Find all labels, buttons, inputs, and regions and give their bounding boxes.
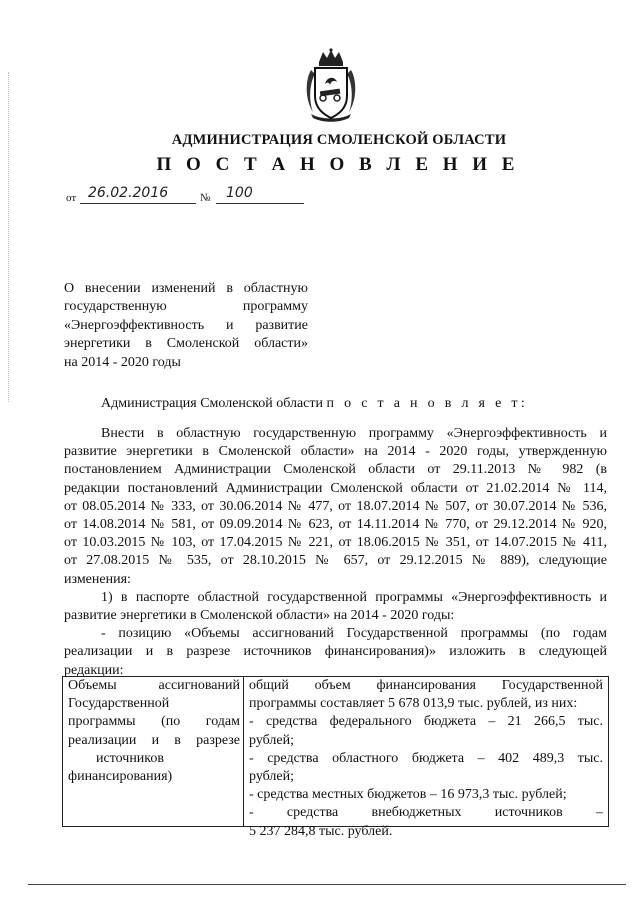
document-body [64,425,607,680]
date-value: 26.02.2016 [88,185,169,201]
body-line: реализации и в разрезе источников финансирования)» изложить в следующей [64,644,607,660]
table-value-line: - средства внебюджетных источников – [249,805,603,821]
table-value-line: - средства областного бюджета – 402 489,3 тыс. [249,750,603,766]
table-label-line: Государственной [68,696,170,712]
scan-margin-mark [8,72,11,402]
body-line: развитие энергетики в Смоленской области» на 2014 - 2020 годы, утвержденную [64,444,607,460]
table-value-line: рублей; [249,769,294,785]
number-value: 100 [226,185,253,201]
number-prefix: № [200,192,211,204]
body-line: Внести в областную государственную программу «Энергоэффективность и [101,426,607,441]
body-line: редакции постановлений Администрации Смоленской области от 21.02.2014 № 114, [64,480,607,496]
table-label-line: программы (по годам [68,714,240,730]
body-line: - позицию «Объемы ассигнований Государственной программы (по годам [101,626,607,642]
body-line: 1) в паспорте областной государственной программы «Энергоэффективность и [101,589,607,605]
organization-title: АДМИНИСТРАЦИЯ СМОЛЕНСКОЙ ОБЛАСТИ [171,132,507,148]
funding-table-value-cell [244,677,608,839]
date-prefix: от [66,192,77,204]
decree-statement [101,396,528,412]
page-bottom-rule [28,884,626,885]
subject-line: на 2014 - 2020 годы [64,354,181,370]
funding-table-label-cell [63,677,244,826]
table-label-line: источников [96,750,165,766]
body-line: от 10.03.2015 № 103, от 17.04.2015 № 221, от 18.06.2015 № 351, от 14.07.2015 № 411, [64,535,607,551]
table-value-line: - средства федерального бюджета – 21 266,5 тыс. [249,714,603,730]
date-underline [80,203,196,204]
table-value-line: рублей; [249,732,294,748]
decree-subject: Администрация Смоленской области [101,396,324,411]
subject-line: энергетики в Смоленской области» [64,336,308,352]
body-line: редакции: [64,662,124,678]
body-line: от 08.05.2014 № 333, от 30.06.2014 № 477, от 18.07.2014 № 507, от 30.07.2014 № 536, [64,498,607,514]
funding-table [62,676,609,839]
decree-verb: п о с т а н о в л я е т: [326,396,529,411]
subject-line: О внесении изменений в областную [64,281,308,296]
body-line: постановлением Администрации Смоленской области от 29.11.2013 № 982 (в [64,462,607,478]
table-value-line: программы составляет 5 678 013,9 тыс. рублей, из них: [249,696,578,712]
body-line: развитие энергетики в Смоленской области» на 2014 - 2020 годы: [64,608,455,624]
coat-of-arms-icon [301,48,361,122]
table-label-line: реализации и в разрезе [68,732,240,748]
table-value-line: 5 237 284,8 тыс. рублей. [249,823,393,839]
document-type-title: П О С Т А Н О В Л Е Н И Е [156,154,520,175]
table-label-line: финансирования) [68,769,173,785]
body-line: от 27.08.2015 № 535, от 28.10.2015 № 657, от 29.12.2015 № 889), следующие [64,553,607,569]
body-line: от 14.08.2014 № 581, от 09.09.2014 № 623, от 14.11.2014 № 770, от 29.12.2014 № 920, [64,517,607,533]
date-number-line [66,187,326,205]
subject-line: «Энергоэффективность и развитие [64,317,308,333]
table-value-line: общий объем финансирования Государственной [249,678,603,693]
body-line: изменения: [64,571,131,587]
table-value-line: - средства местных бюджетов – 16 973,3 тыс. рублей; [249,787,567,803]
subject-line: государственную программу [64,299,308,315]
table-label-line: Объемы ассигнований [68,678,240,693]
document-subject [64,280,308,372]
number-underline [216,203,304,204]
